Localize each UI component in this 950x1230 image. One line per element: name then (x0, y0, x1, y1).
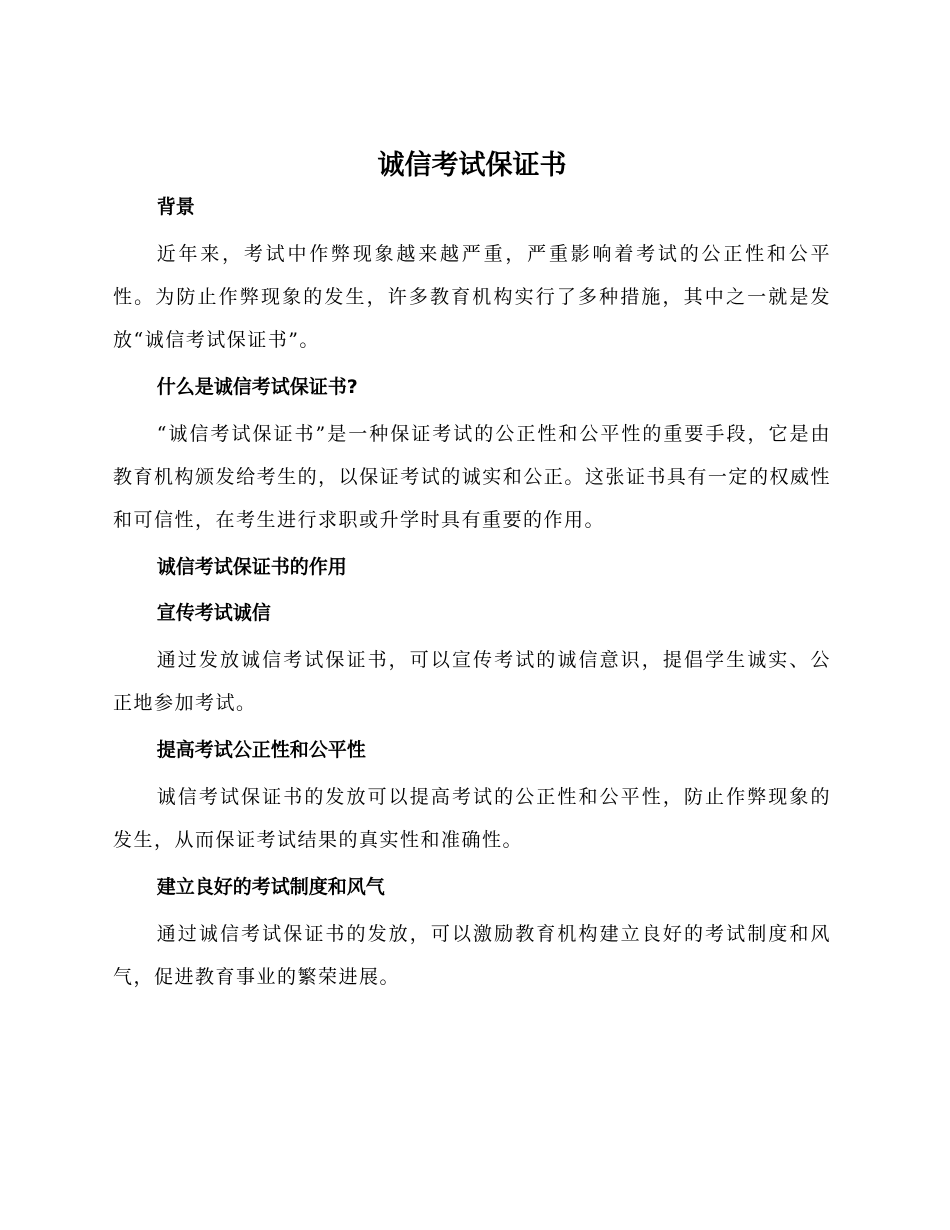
paragraph-establish-system: 通过诚信考试保证书的发放，可以激励教育机构建立良好的考试制度和风气，促进教育事业的繁荣进展。 (113, 923, 831, 988)
paragraph-what-is: “诚信考试保证书”是一种保证考试的公正性和公平性的重要手段，它是由教育机构颁发给考生的，以保证考试的诚实和公正。这张证书具有一定的权威性和可信性，在考生进行求职或升学时具有重要的作用。 (113, 423, 831, 531)
document-title: 诚信考试保证书 (377, 150, 567, 180)
document-body (113, 145, 831, 1004)
paragraph-background: 近年来，考试中作弊现象越来越严重，严重影响着考试的公正性和公平性。为防止作弊现象的发生，许多教育机构实行了多种措施，其中之一就是发放“诚信考试保证书”。 (113, 243, 831, 351)
section-heading-background: 背景 (156, 196, 195, 218)
paragraph-promote-integrity: 通过发放诚信考试保证书，可以宣传考试的诚信意识，提倡学生诚实、公正地参加考试。 (113, 649, 831, 714)
section-heading-functions: 诚信考试保证书的作用 (156, 556, 347, 578)
subheading-establish-system: 建立良好的考试制度和风气 (156, 876, 385, 898)
subheading-promote-integrity: 宣传考试诚信 (156, 602, 271, 624)
subheading-improve-fairness: 提高考试公正性和公平性 (156, 739, 366, 761)
paragraph-improve-fairness: 诚信考试保证书的发放可以提高考试的公正性和公平性，防止作弊现象的发生，从而保证考试结果的真实性和准确性。 (113, 786, 831, 851)
section-heading-what-is: 什么是诚信考试保证书? (156, 376, 358, 398)
